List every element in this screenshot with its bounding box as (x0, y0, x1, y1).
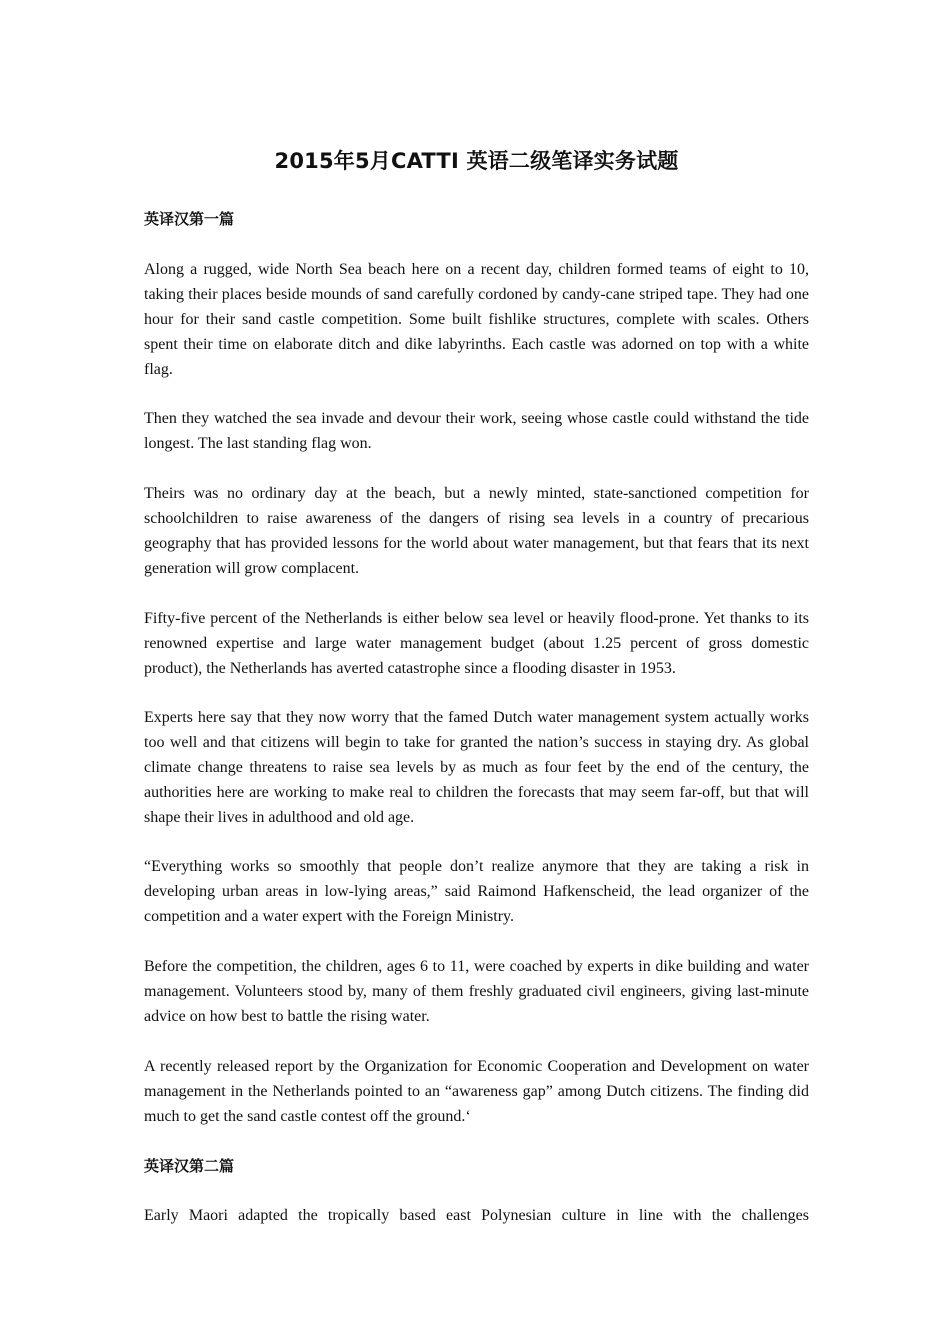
paragraph: Early Maori adapted the tropically based east Polynesian culture in line with the challenges (144, 1207, 809, 1224)
paragraph: A recently released report by the Organization for Economic Cooperation and Development on water management in the Netherlands pointed to an “awareness gap” among Dutch citizens. The finding did much to get the sand castle contest off the ground.‘ (144, 1058, 809, 1125)
paragraph: Then they watched the sea invade and devour their work, seeing whose castle could withstand the tide longest. The last standing flag won. (144, 410, 809, 452)
section-heading-1: 英译汉第一篇 (144, 210, 235, 228)
document-title: 2015年5月CATTI 英语二级笔译实务试题 (274, 149, 679, 173)
paragraph: Experts here say that they now worry that the famed Dutch water management system actually works too well and that citizens will begin to take for granted the nation’s success in staying dry. As global climate change threatens to raise sea levels by as much as four feet by the end of the century, the authorities here are working to make real to children the forecasts that may seem far-off, but that will shape their lives in adulthood and old age. (144, 709, 809, 826)
paragraph: Along a rugged, wide North Sea beach here on a recent day, children formed teams of eight to 10, taking their places beside mounds of sand carefully cordoned by candy-cane striped tape. They had one hour for their sand castle competition. Some built fishlike structures, complete with scales. Others spent their time on elaborate ditch and dike labyrinths. Each castle was adorned on top with a white flag. (144, 261, 809, 378)
paragraph: Theirs was no ordinary day at the beach, but a newly minted, state-sanctioned competition for schoolchildren to raise awareness of the dangers of rising sea levels in a country of precarious geography that has provided lessons for the world about water management, but that fears that its next generation will grow complacent. (144, 485, 809, 577)
paragraph: Fifty-five percent of the Netherlands is either below sea level or heavily flood-prone. Yet thanks to its renowned expertise and large water management budget (about 1.25 percent of gross domestic product), the Netherlands has averted catastrophe since a flooding disaster in 1953. (144, 610, 809, 677)
paragraph: “Everything works so smoothly that people don’t realize anymore that they are taking a risk in developing urban areas in low-lying areas,” said Raimond Hafkenscheid, the lead organizer of the competition and a water expert with the Foreign Ministry. (144, 858, 809, 925)
section-heading-2: 英译汉第二篇 (144, 1157, 235, 1175)
paragraph: Before the competition, the children, ages 6 to 11, were coached by experts in dike building and water management. Volunteers stood by, many of them freshly graduated civil engineers, giving last-minute advice on how best to battle the rising water. (144, 958, 809, 1025)
